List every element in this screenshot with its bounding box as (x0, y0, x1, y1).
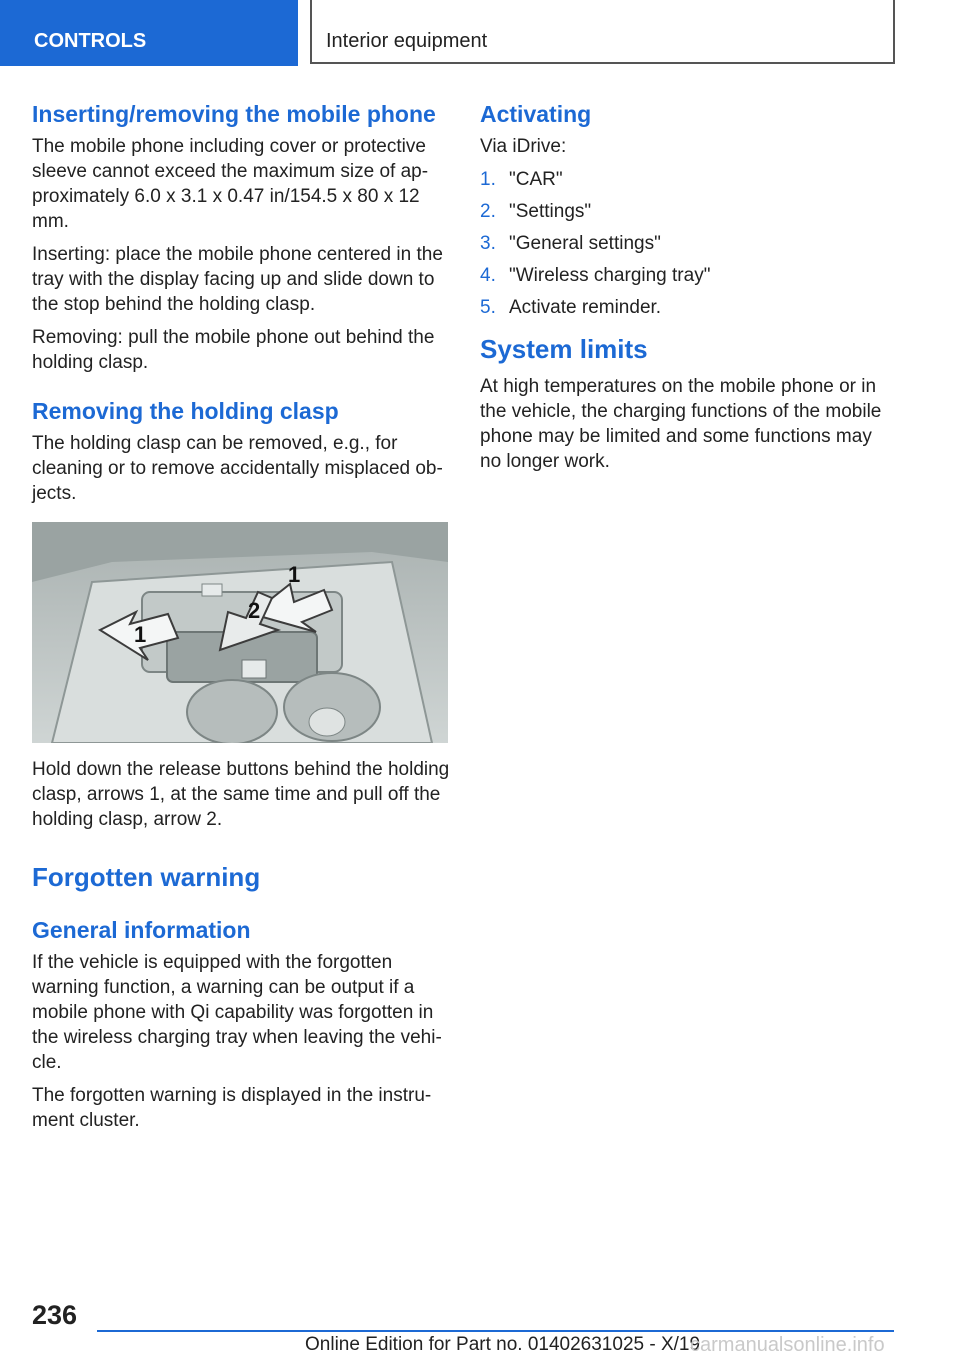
footer-divider (97, 1330, 894, 1332)
forgotten-heading: Forgotten warning (32, 862, 261, 892)
step-text: "General settings" (509, 233, 661, 254)
forgotten-text-2: The forgotten warning is displayed in the instrument cluster. (32, 1085, 432, 1131)
page-footer (0, 1290, 960, 1362)
edition-text: Online Edition for Part no. 01402631025 - X/19 (305, 1334, 701, 1355)
step-number: 2. (480, 201, 496, 222)
insert-removing-text: Removing: pull the mobile phone out behind the holding clasp. (32, 327, 435, 373)
forgotten-text-1: If the vehicle is equipped with the forgotten warning function, a warning can be output if a mobile phone with Qi capability was forgotten in the wireless charging tray when leaving the vehicle. (32, 952, 442, 1073)
activation-steps (480, 167, 890, 320)
system-limits-text: At high temperatures on the mobile phone or in the vehicle, the charging functions of the mobile phone may be limited and some functions may no longer work. (480, 376, 882, 472)
general-info-heading: General information (32, 917, 251, 943)
clasp-text: The holding clasp can be removed, e.g., for cleaning or to remove accidentally misplaced objects. (32, 433, 443, 504)
step-item (480, 263, 890, 288)
step-text: "CAR" (509, 169, 563, 190)
step-text: "Settings" (509, 201, 592, 222)
step-item (480, 231, 890, 256)
step-item (480, 167, 890, 192)
left-column (32, 100, 450, 1141)
section-tab: CONTROLS (0, 0, 298, 66)
page-header (0, 0, 960, 66)
step-item (480, 199, 890, 224)
step-text: Activate reminder. (509, 297, 662, 318)
clasp-heading: Removing the holding clasp (32, 398, 339, 424)
step-number: 3. (480, 233, 496, 254)
step-item (480, 295, 890, 320)
arrow-1-left-label: 1 (134, 622, 147, 647)
clasp-caption: Hold down the release buttons behind the holding clasp, arrows 1, at the same time and pull off the holding clasp, arrow 2. (32, 759, 450, 830)
step-number: 5. (480, 297, 496, 318)
activating-intro: Via iDrive: (480, 136, 567, 157)
arrow-2-label: 2 (248, 598, 261, 623)
arrow-1-right-label: 1 (288, 562, 301, 587)
insert-inserting-text: Inserting: place the mobile phone centered in the tray with the display facing up and slide down to the stop behind the holding clasp. (32, 244, 443, 315)
step-number: 4. (480, 265, 496, 286)
insert-size-text: The mobile phone including cover or protective sleeve cannot exceed the maximum size of approximately 6.0 x 3.1 x 0.47 in/154.5 x 80 x 12 mm. (32, 136, 429, 232)
insert-heading: Inserting/removing the mobile phone (32, 101, 436, 127)
page-number: 236 (32, 1300, 78, 1330)
right-column (480, 100, 890, 482)
holding-clasp-illustration (32, 522, 448, 743)
step-text: "Wireless charging tray" (509, 265, 711, 286)
step-number: 1. (480, 169, 496, 190)
activating-heading: Activating (480, 101, 592, 127)
watermark: carmanualsonline.info (690, 1334, 885, 1356)
chapter-title: Interior equipment (310, 0, 895, 64)
system-limits-heading: System limits (480, 334, 648, 364)
